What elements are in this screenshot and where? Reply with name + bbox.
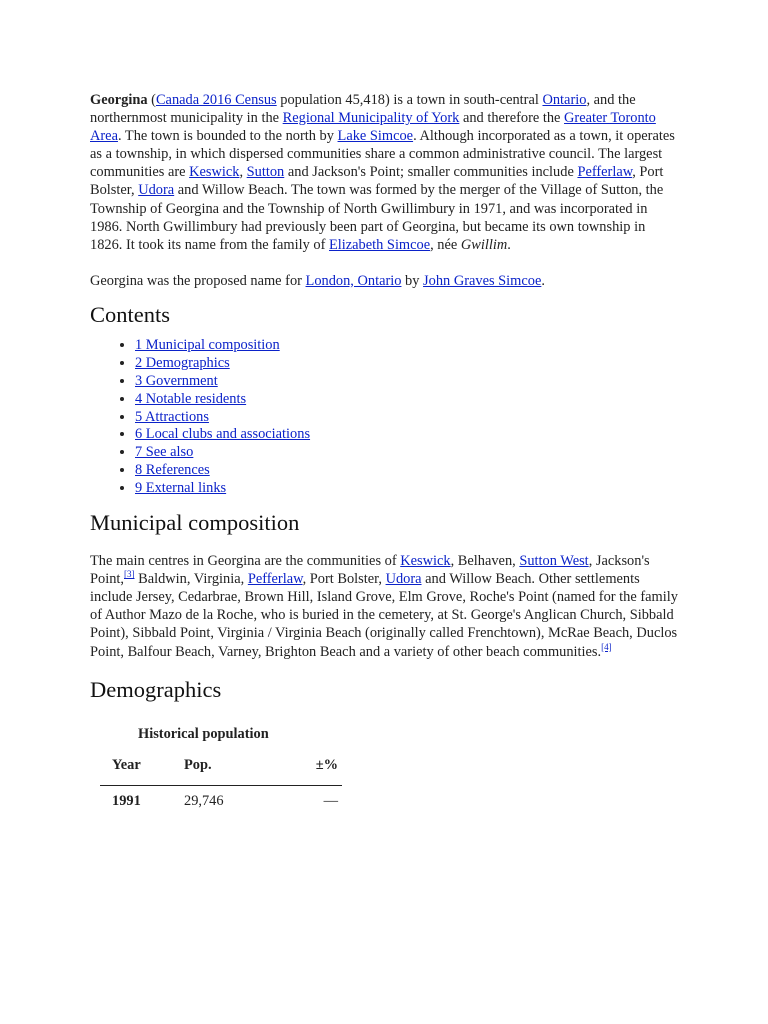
table-of-contents <box>90 337 680 498</box>
toc-link-demographics[interactable]: 2 Demographics <box>135 354 230 371</box>
toc-link-local-clubs[interactable]: 6 Local clubs and associations <box>135 426 311 443</box>
toc-link-attractions[interactable]: 5 Attractions <box>135 408 209 425</box>
article-body <box>90 91 680 810</box>
link-sutton-west[interactable]: Sutton West <box>519 553 589 570</box>
toc-item <box>135 355 680 373</box>
column-header-year: Year <box>112 756 141 773</box>
municipal-composition-heading: Municipal composition <box>90 510 300 536</box>
toc-item <box>135 391 680 409</box>
proposed-name-paragraph: Georgina was the proposed name for London, Ontario by John Graves Simcoe. <box>90 272 545 289</box>
link-canada-2016-census[interactable]: Canada 2016 Census <box>155 92 277 108</box>
intro-paragraph: Georgina (Canada 2016 Census population 45,418) is a town in south-central Ontario, and the northernmost municipality in the Regional Municipality of York and therefore the Greater Toronto Area. The town is bounded to the north by Lake Simcoe. Although incorporated as a town, it operates as a township, in which dispersed communities share a common administrative council. The largest communities are Keswick, Sutton and Jackson's Point; smaller communities include Pefferlaw, Port Bolster, Udora and Willow Beach. The town was formed by the merger of the Village of Sutton, the Township of Georgina and the Township of North Gwillimbury in 1971, and was incorporated in 1986. North Gwillimbury had previously been part of Georgina, but became its own township in 1826. It took its name from the family of Elizabeth Simcoe, née Gwillim. <box>90 92 675 253</box>
toc-item <box>135 480 680 498</box>
demographics-heading: Demographics <box>90 676 222 702</box>
link-udora[interactable]: Udora <box>138 182 175 199</box>
link-john-graves-simcoe[interactable]: John Graves Simcoe <box>423 272 542 289</box>
contents-heading: Contents <box>90 301 171 327</box>
link-ontario[interactable]: Ontario <box>542 92 587 108</box>
link-elizabeth-simcoe[interactable]: Elizabeth Simcoe <box>329 236 431 253</box>
link-greater-toronto-area[interactable]: Greater Toronto Area <box>90 110 656 145</box>
toc-item <box>135 462 680 480</box>
toc-item <box>135 373 680 391</box>
toc-link-notable-residents[interactable]: 4 Notable residents <box>135 390 247 407</box>
toc-link-external-links[interactable]: 9 External links <box>135 480 227 497</box>
historical-population-caption: Historical population <box>138 725 269 742</box>
toc-item <box>135 444 680 462</box>
link-pefferlaw[interactable]: Pefferlaw <box>247 571 303 588</box>
cell-percent-change: — <box>323 792 338 809</box>
maiden-name: Gwillim <box>460 236 508 253</box>
cell-pop: 29,746 <box>184 792 224 809</box>
toc-link-see-also[interactable]: 7 See also <box>135 444 194 461</box>
cell-year: 1991 <box>112 792 141 809</box>
table-header-row <box>100 757 342 786</box>
municipal-composition-paragraph: The main centres in Georgina are the communities of Keswick, Belhaven, Sutton West, Jackson's Point,[3] Baldwin, Virginia, Pefferlaw, Port Bolster, Udora and Willow Beach. Other settlements include Jersey, Cedarbrae, Brown Hill, Island Grove, Elm Grove, Roche's Point (named for the family of Author Mazo de la Roche, who is buried in the cemetery, at St. George's Anglican Church, Sibbald Point), Sibbald Point, Virginia / Virginia Beach (originally called Frenchtown), McRae Beach, Duclos Point, Balfour Beach, Varney, Brighton Beach and a variety of other beach communities.[4] <box>90 553 678 660</box>
table-row <box>100 785 342 810</box>
link-keswick[interactable]: Keswick <box>400 553 451 570</box>
column-header-percent-change: ±% <box>315 756 338 773</box>
citation-4[interactable]: [4] <box>601 641 612 652</box>
link-keswick[interactable]: Keswick <box>189 164 240 181</box>
toc-link-references[interactable]: 8 References <box>135 462 210 479</box>
toc-link-government[interactable]: 3 Government <box>135 372 218 389</box>
link-lake-simcoe[interactable]: Lake Simcoe <box>337 128 414 145</box>
article-subject: Georgina <box>90 92 148 108</box>
link-london-ontario[interactable]: London, Ontario <box>305 272 402 289</box>
citation-3[interactable]: [3] <box>124 569 135 580</box>
link-udora[interactable]: Udora <box>385 571 422 588</box>
link-pefferlaw[interactable]: Pefferlaw <box>577 164 633 181</box>
toc-link-municipal-composition[interactable]: 1 Municipal composition <box>135 336 280 353</box>
toc-item <box>135 426 680 444</box>
link-regional-municipality-of-york[interactable]: Regional Municipality of York <box>282 110 460 127</box>
toc-item <box>135 337 680 355</box>
link-sutton[interactable]: Sutton <box>246 164 285 181</box>
historical-population-table <box>100 757 342 810</box>
toc-item <box>135 409 680 427</box>
column-header-pop: Pop. <box>184 756 212 773</box>
